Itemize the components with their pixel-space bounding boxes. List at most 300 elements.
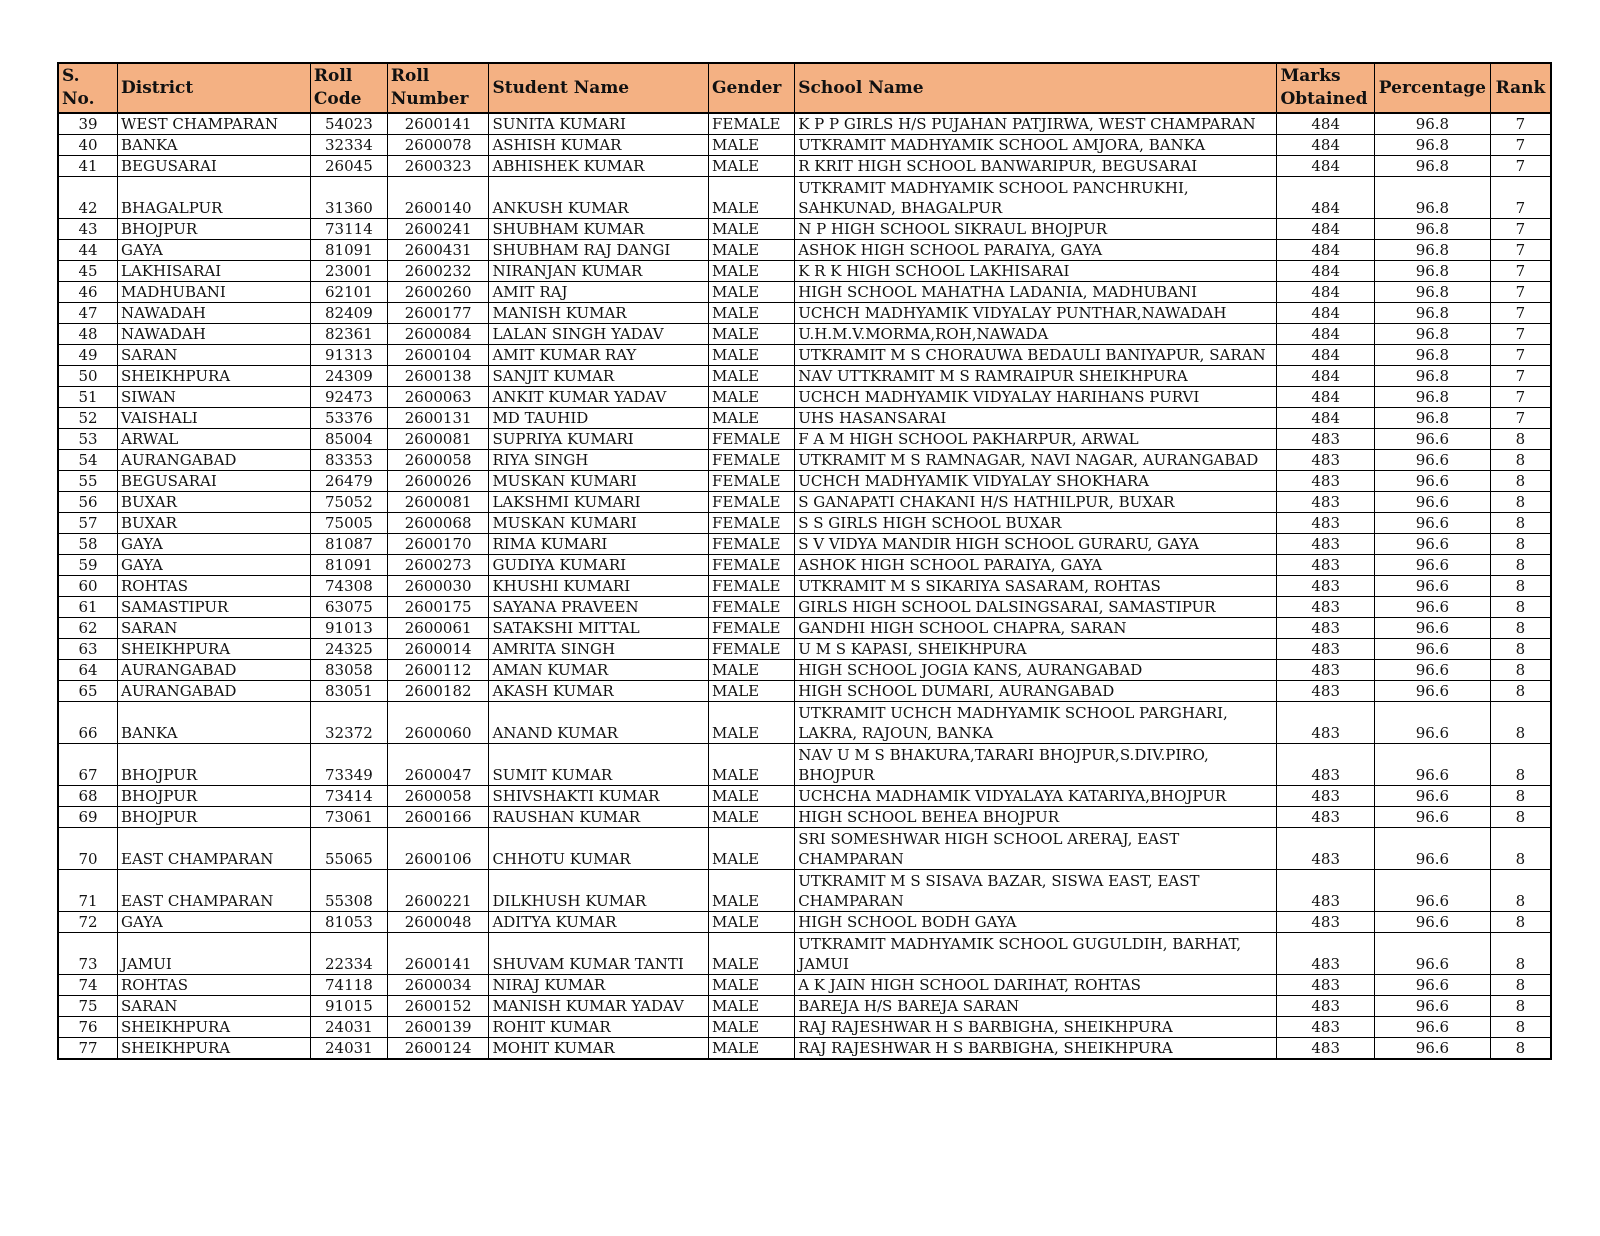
cell-percentage: 96.6 bbox=[1374, 870, 1490, 912]
cell-rank: 7 bbox=[1490, 156, 1551, 177]
cell-district: BHOJPUR bbox=[118, 786, 311, 807]
cell-school-name: BAREJA H/S BAREJA SARAN bbox=[795, 996, 1277, 1017]
cell-sno: 56 bbox=[58, 492, 118, 513]
cell-district: GAYA bbox=[118, 912, 311, 933]
cell-sno: 74 bbox=[58, 975, 118, 996]
header-percentage: Percentage bbox=[1374, 63, 1490, 113]
cell-school-name: R KRIT HIGH SCHOOL BANWARIPUR, BEGUSARAI bbox=[795, 156, 1277, 177]
cell-district: AURANGABAD bbox=[118, 660, 311, 681]
cell-rank: 7 bbox=[1490, 113, 1551, 135]
table-row bbox=[58, 555, 1551, 576]
cell-percentage: 96.8 bbox=[1374, 219, 1490, 240]
cell-roll-number: 2600221 bbox=[387, 870, 489, 912]
cell-roll-number: 2600431 bbox=[387, 240, 489, 261]
cell-district: SHEIKHPURA bbox=[118, 1017, 311, 1038]
cell-rank: 7 bbox=[1490, 366, 1551, 387]
cell-student-name: SANJIT KUMAR bbox=[489, 366, 709, 387]
cell-marks: 483 bbox=[1277, 429, 1374, 450]
cell-sno: 43 bbox=[58, 219, 118, 240]
cell-roll-number: 2600047 bbox=[387, 744, 489, 786]
cell-percentage: 96.6 bbox=[1374, 555, 1490, 576]
cell-student-name: MD TAUHID bbox=[489, 408, 709, 429]
cell-gender: MALE bbox=[709, 744, 795, 786]
cell-marks: 484 bbox=[1277, 135, 1374, 156]
cell-student-name: SAYANA PRAVEEN bbox=[489, 597, 709, 618]
cell-sno: 73 bbox=[58, 933, 118, 975]
table-row bbox=[58, 786, 1551, 807]
cell-percentage: 96.8 bbox=[1374, 156, 1490, 177]
table-row bbox=[58, 513, 1551, 534]
cell-percentage: 96.6 bbox=[1374, 996, 1490, 1017]
cell-roll-number: 2600175 bbox=[387, 597, 489, 618]
cell-district: ROHTAS bbox=[118, 975, 311, 996]
cell-rank: 8 bbox=[1490, 555, 1551, 576]
cell-student-name: SHUVAM KUMAR TANTI bbox=[489, 933, 709, 975]
cell-gender: MALE bbox=[709, 660, 795, 681]
table-row bbox=[58, 828, 1551, 870]
cell-sno: 69 bbox=[58, 807, 118, 828]
cell-student-name: AMIT RAJ bbox=[489, 282, 709, 303]
cell-district: SHEIKHPURA bbox=[118, 366, 311, 387]
cell-roll-number: 2600138 bbox=[387, 366, 489, 387]
cell-marks: 484 bbox=[1277, 345, 1374, 366]
cell-percentage: 96.8 bbox=[1374, 282, 1490, 303]
cell-marks: 483 bbox=[1277, 1038, 1374, 1060]
cell-rank: 8 bbox=[1490, 576, 1551, 597]
cell-roll-code: 24309 bbox=[310, 366, 387, 387]
cell-percentage: 96.8 bbox=[1374, 303, 1490, 324]
cell-roll-number: 2600260 bbox=[387, 282, 489, 303]
header-student-name: Student Name bbox=[489, 63, 709, 113]
cell-rank: 8 bbox=[1490, 639, 1551, 660]
cell-district: ROHTAS bbox=[118, 576, 311, 597]
cell-rank: 7 bbox=[1490, 303, 1551, 324]
table-row bbox=[58, 113, 1551, 135]
cell-gender: MALE bbox=[709, 786, 795, 807]
cell-rank: 8 bbox=[1490, 870, 1551, 912]
table-row bbox=[58, 324, 1551, 345]
table-row bbox=[58, 471, 1551, 492]
table-row bbox=[58, 408, 1551, 429]
cell-roll-code: 85004 bbox=[310, 429, 387, 450]
cell-school-name: UCHCH MADHYAMIK VIDYALAY SHOKHARA bbox=[795, 471, 1277, 492]
cell-roll-number: 2600177 bbox=[387, 303, 489, 324]
cell-marks: 483 bbox=[1277, 492, 1374, 513]
cell-student-name: GUDIYA KUMARI bbox=[489, 555, 709, 576]
cell-student-name: RIYA SINGH bbox=[489, 450, 709, 471]
cell-marks: 483 bbox=[1277, 597, 1374, 618]
cell-gender: MALE bbox=[709, 975, 795, 996]
cell-sno: 39 bbox=[58, 113, 118, 135]
cell-school-name: ASHOK HIGH SCHOOL PARAIYA, GAYA bbox=[795, 555, 1277, 576]
table-row bbox=[58, 639, 1551, 660]
cell-district: JAMUI bbox=[118, 933, 311, 975]
cell-roll-number: 2600061 bbox=[387, 618, 489, 639]
cell-roll-number: 2600081 bbox=[387, 429, 489, 450]
cell-gender: FEMALE bbox=[709, 597, 795, 618]
cell-roll-code: 91013 bbox=[310, 618, 387, 639]
cell-student-name: DILKHUSH KUMAR bbox=[489, 870, 709, 912]
cell-marks: 483 bbox=[1277, 639, 1374, 660]
cell-roll-code: 73414 bbox=[310, 786, 387, 807]
cell-school-name: GANDHI HIGH SCHOOL CHAPRA, SARAN bbox=[795, 618, 1277, 639]
table-row bbox=[58, 282, 1551, 303]
cell-percentage: 96.6 bbox=[1374, 618, 1490, 639]
table-row bbox=[58, 933, 1551, 975]
cell-district: GAYA bbox=[118, 534, 311, 555]
cell-roll-code: 62101 bbox=[310, 282, 387, 303]
cell-marks: 483 bbox=[1277, 807, 1374, 828]
cell-percentage: 96.8 bbox=[1374, 408, 1490, 429]
table-row bbox=[58, 534, 1551, 555]
cell-school-name: UTKRAMIT M S CHORAUWA BEDAULI BANIYAPUR, SARAN bbox=[795, 345, 1277, 366]
cell-marks: 483 bbox=[1277, 786, 1374, 807]
cell-gender: MALE bbox=[709, 303, 795, 324]
cell-gender: MALE bbox=[709, 345, 795, 366]
cell-student-name: NIRAJ KUMAR bbox=[489, 975, 709, 996]
table-row bbox=[58, 450, 1551, 471]
cell-school-name: U.H.M.V.MORMA,ROH,NAWADA bbox=[795, 324, 1277, 345]
cell-percentage: 96.6 bbox=[1374, 450, 1490, 471]
table-row bbox=[58, 996, 1551, 1017]
cell-gender: MALE bbox=[709, 996, 795, 1017]
cell-sno: 71 bbox=[58, 870, 118, 912]
cell-rank: 8 bbox=[1490, 912, 1551, 933]
cell-district: SARAN bbox=[118, 618, 311, 639]
cell-school-name: ASHOK HIGH SCHOOL PARAIYA, GAYA bbox=[795, 240, 1277, 261]
cell-rank: 8 bbox=[1490, 1038, 1551, 1060]
cell-roll-code: 31360 bbox=[310, 177, 387, 219]
cell-percentage: 96.8 bbox=[1374, 177, 1490, 219]
cell-student-name: MANISH KUMAR bbox=[489, 303, 709, 324]
cell-percentage: 96.6 bbox=[1374, 534, 1490, 555]
cell-roll-code: 74308 bbox=[310, 576, 387, 597]
cell-roll-code: 75052 bbox=[310, 492, 387, 513]
cell-gender: MALE bbox=[709, 366, 795, 387]
cell-gender: MALE bbox=[709, 261, 795, 282]
cell-percentage: 96.8 bbox=[1374, 135, 1490, 156]
cell-roll-code: 53376 bbox=[310, 408, 387, 429]
cell-school-name: HIGH SCHOOL BEHEA BHOJPUR bbox=[795, 807, 1277, 828]
cell-percentage: 96.6 bbox=[1374, 492, 1490, 513]
cell-school-name: UHS HASANSARAI bbox=[795, 408, 1277, 429]
cell-district: EAST CHAMPARAN bbox=[118, 870, 311, 912]
cell-marks: 484 bbox=[1277, 261, 1374, 282]
cell-marks: 484 bbox=[1277, 219, 1374, 240]
cell-school-name: UCHCH MADHYAMIK VIDYALAY HARIHANS PURVI bbox=[795, 387, 1277, 408]
cell-sno: 49 bbox=[58, 345, 118, 366]
cell-sno: 63 bbox=[58, 639, 118, 660]
cell-marks: 484 bbox=[1277, 408, 1374, 429]
cell-sno: 75 bbox=[58, 996, 118, 1017]
cell-gender: FEMALE bbox=[709, 618, 795, 639]
cell-percentage: 96.6 bbox=[1374, 639, 1490, 660]
cell-marks: 483 bbox=[1277, 1017, 1374, 1038]
cell-roll-code: 83058 bbox=[310, 660, 387, 681]
cell-roll-number: 2600241 bbox=[387, 219, 489, 240]
cell-sno: 45 bbox=[58, 261, 118, 282]
cell-roll-code: 91015 bbox=[310, 996, 387, 1017]
header-school-name: School Name bbox=[795, 63, 1277, 113]
cell-sno: 57 bbox=[58, 513, 118, 534]
cell-rank: 8 bbox=[1490, 744, 1551, 786]
cell-marks: 484 bbox=[1277, 177, 1374, 219]
cell-percentage: 96.6 bbox=[1374, 702, 1490, 744]
cell-sno: 42 bbox=[58, 177, 118, 219]
cell-gender: MALE bbox=[709, 135, 795, 156]
cell-roll-number: 2600140 bbox=[387, 177, 489, 219]
cell-marks: 483 bbox=[1277, 471, 1374, 492]
cell-sno: 61 bbox=[58, 597, 118, 618]
cell-roll-code: 73114 bbox=[310, 219, 387, 240]
cell-sno: 76 bbox=[58, 1017, 118, 1038]
cell-sno: 46 bbox=[58, 282, 118, 303]
header-rank: Rank bbox=[1490, 63, 1551, 113]
cell-sno: 47 bbox=[58, 303, 118, 324]
cell-rank: 7 bbox=[1490, 387, 1551, 408]
cell-rank: 8 bbox=[1490, 534, 1551, 555]
cell-marks: 483 bbox=[1277, 450, 1374, 471]
cell-student-name: RIMA KUMARI bbox=[489, 534, 709, 555]
header-marks-obtained: Marks Obtained bbox=[1277, 63, 1374, 113]
cell-student-name: SHUBHAM KUMAR bbox=[489, 219, 709, 240]
cell-marks: 483 bbox=[1277, 996, 1374, 1017]
cell-rank: 7 bbox=[1490, 240, 1551, 261]
table-row bbox=[58, 576, 1551, 597]
cell-marks: 484 bbox=[1277, 156, 1374, 177]
cell-percentage: 96.6 bbox=[1374, 786, 1490, 807]
header-district: District bbox=[118, 63, 311, 113]
cell-roll-number: 2600104 bbox=[387, 345, 489, 366]
cell-school-name: S S GIRLS HIGH SCHOOL BUXAR bbox=[795, 513, 1277, 534]
table-row bbox=[58, 261, 1551, 282]
cell-percentage: 96.8 bbox=[1374, 345, 1490, 366]
cell-district: ARWAL bbox=[118, 429, 311, 450]
cell-district: VAISHALI bbox=[118, 408, 311, 429]
cell-percentage: 96.6 bbox=[1374, 597, 1490, 618]
cell-gender: FEMALE bbox=[709, 492, 795, 513]
cell-gender: MALE bbox=[709, 1017, 795, 1038]
cell-rank: 8 bbox=[1490, 786, 1551, 807]
header-sno: S. No. bbox=[58, 63, 118, 113]
cell-sno: 40 bbox=[58, 135, 118, 156]
cell-school-name: N P HIGH SCHOOL SIKRAUL BHOJPUR bbox=[795, 219, 1277, 240]
cell-roll-code: 81091 bbox=[310, 555, 387, 576]
cell-sno: 60 bbox=[58, 576, 118, 597]
cell-roll-code: 74118 bbox=[310, 975, 387, 996]
table-row bbox=[58, 912, 1551, 933]
cell-student-name: ASHISH KUMAR bbox=[489, 135, 709, 156]
cell-district: BEGUSARAI bbox=[118, 471, 311, 492]
cell-roll-number: 2600058 bbox=[387, 786, 489, 807]
cell-student-name: ABHISHEK KUMAR bbox=[489, 156, 709, 177]
cell-roll-number: 2600081 bbox=[387, 492, 489, 513]
cell-district: EAST CHAMPARAN bbox=[118, 828, 311, 870]
cell-roll-number: 2600124 bbox=[387, 1038, 489, 1060]
cell-rank: 8 bbox=[1490, 975, 1551, 996]
cell-rank: 7 bbox=[1490, 177, 1551, 219]
cell-marks: 484 bbox=[1277, 240, 1374, 261]
table-row bbox=[58, 660, 1551, 681]
cell-roll-code: 83051 bbox=[310, 681, 387, 702]
cell-marks: 484 bbox=[1277, 387, 1374, 408]
cell-gender: MALE bbox=[709, 156, 795, 177]
cell-sno: 50 bbox=[58, 366, 118, 387]
cell-school-name: HIGH SCHOOL JOGIA KANS, AURANGABAD bbox=[795, 660, 1277, 681]
cell-district: SHEIKHPURA bbox=[118, 639, 311, 660]
cell-marks: 483 bbox=[1277, 555, 1374, 576]
cell-gender: MALE bbox=[709, 387, 795, 408]
cell-roll-code: 82409 bbox=[310, 303, 387, 324]
cell-rank: 8 bbox=[1490, 1017, 1551, 1038]
cell-percentage: 96.8 bbox=[1374, 261, 1490, 282]
cell-gender: MALE bbox=[709, 933, 795, 975]
cell-school-name: K R K HIGH SCHOOL LAKHISARAI bbox=[795, 261, 1277, 282]
cell-gender: FEMALE bbox=[709, 471, 795, 492]
cell-school-name: UTKRAMIT M S SIKARIYA SASARAM, ROHTAS bbox=[795, 576, 1277, 597]
cell-school-name: K P P GIRLS H/S PUJAHAN PATJIRWA, WEST CHAMPARAN bbox=[795, 113, 1277, 135]
cell-district: AURANGABAD bbox=[118, 681, 311, 702]
cell-student-name: LALAN SINGH YADAV bbox=[489, 324, 709, 345]
cell-rank: 7 bbox=[1490, 135, 1551, 156]
cell-district: SIWAN bbox=[118, 387, 311, 408]
table-row bbox=[58, 681, 1551, 702]
cell-student-name: AMAN KUMAR bbox=[489, 660, 709, 681]
cell-school-name: U M S KAPASI, SHEIKHPURA bbox=[795, 639, 1277, 660]
cell-district: BHOJPUR bbox=[118, 744, 311, 786]
cell-sno: 67 bbox=[58, 744, 118, 786]
cell-school-name: UCHCHA MADHAMIK VIDYALAYA KATARIYA,BHOJPUR bbox=[795, 786, 1277, 807]
table-row bbox=[58, 1038, 1551, 1060]
cell-district: LAKHISARAI bbox=[118, 261, 311, 282]
cell-sno: 66 bbox=[58, 702, 118, 744]
cell-rank: 8 bbox=[1490, 597, 1551, 618]
cell-student-name: SUPRIYA KUMARI bbox=[489, 429, 709, 450]
cell-rank: 8 bbox=[1490, 681, 1551, 702]
cell-sno: 48 bbox=[58, 324, 118, 345]
cell-roll-number: 2600014 bbox=[387, 639, 489, 660]
cell-sno: 68 bbox=[58, 786, 118, 807]
cell-roll-number: 2600141 bbox=[387, 113, 489, 135]
cell-roll-number: 2600034 bbox=[387, 975, 489, 996]
cell-roll-number: 2600273 bbox=[387, 555, 489, 576]
cell-district: BANKA bbox=[118, 702, 311, 744]
cell-gender: MALE bbox=[709, 324, 795, 345]
cell-district: BUXAR bbox=[118, 513, 311, 534]
cell-student-name: AMRITA SINGH bbox=[489, 639, 709, 660]
header-row bbox=[58, 63, 1551, 113]
table-row bbox=[58, 177, 1551, 219]
cell-marks: 483 bbox=[1277, 618, 1374, 639]
cell-district: GAYA bbox=[118, 555, 311, 576]
cell-rank: 7 bbox=[1490, 261, 1551, 282]
cell-roll-number: 2600060 bbox=[387, 702, 489, 744]
cell-percentage: 96.6 bbox=[1374, 513, 1490, 534]
table-body bbox=[58, 113, 1551, 1059]
cell-roll-number: 2600106 bbox=[387, 828, 489, 870]
cell-sno: 44 bbox=[58, 240, 118, 261]
cell-sno: 51 bbox=[58, 387, 118, 408]
cell-gender: MALE bbox=[709, 282, 795, 303]
cell-district: BANKA bbox=[118, 135, 311, 156]
cell-marks: 484 bbox=[1277, 113, 1374, 135]
cell-gender: FEMALE bbox=[709, 534, 795, 555]
cell-student-name: AMIT KUMAR RAY bbox=[489, 345, 709, 366]
cell-student-name: ADITYA KUMAR bbox=[489, 912, 709, 933]
cell-roll-number: 2600026 bbox=[387, 471, 489, 492]
cell-marks: 483 bbox=[1277, 912, 1374, 933]
results-table bbox=[57, 62, 1552, 1060]
cell-percentage: 96.6 bbox=[1374, 660, 1490, 681]
cell-district: SARAN bbox=[118, 345, 311, 366]
cell-roll-code: 24031 bbox=[310, 1038, 387, 1060]
cell-roll-code: 81087 bbox=[310, 534, 387, 555]
cell-marks: 483 bbox=[1277, 975, 1374, 996]
cell-percentage: 96.8 bbox=[1374, 324, 1490, 345]
cell-roll-code: 83353 bbox=[310, 450, 387, 471]
cell-marks: 484 bbox=[1277, 324, 1374, 345]
cell-percentage: 96.6 bbox=[1374, 807, 1490, 828]
cell-rank: 8 bbox=[1490, 492, 1551, 513]
cell-gender: MALE bbox=[709, 240, 795, 261]
cell-district: BHOJPUR bbox=[118, 219, 311, 240]
cell-sno: 70 bbox=[58, 828, 118, 870]
cell-percentage: 96.8 bbox=[1374, 113, 1490, 135]
cell-roll-code: 81091 bbox=[310, 240, 387, 261]
cell-school-name: HIGH SCHOOL DUMARI, AURANGABAD bbox=[795, 681, 1277, 702]
cell-sno: 55 bbox=[58, 471, 118, 492]
cell-student-name: RAUSHAN KUMAR bbox=[489, 807, 709, 828]
cell-school-name: S GANAPATI CHAKANI H/S HATHILPUR, BUXAR bbox=[795, 492, 1277, 513]
table-header bbox=[58, 63, 1551, 113]
cell-school-name: NAV UTTKRAMIT M S RAMRAIPUR SHEIKHPURA bbox=[795, 366, 1277, 387]
cell-gender: FEMALE bbox=[709, 450, 795, 471]
cell-percentage: 96.6 bbox=[1374, 681, 1490, 702]
cell-marks: 483 bbox=[1277, 513, 1374, 534]
cell-percentage: 96.6 bbox=[1374, 744, 1490, 786]
cell-school-name: UTKRAMIT M S SISAVA BAZAR, SISWA EAST, EAST CHAMPARAN bbox=[795, 870, 1277, 912]
cell-marks: 484 bbox=[1277, 282, 1374, 303]
cell-student-name: MUSKAN KUMARI bbox=[489, 471, 709, 492]
cell-sno: 62 bbox=[58, 618, 118, 639]
cell-student-name: MOHIT KUMAR bbox=[489, 1038, 709, 1060]
cell-roll-code: 24031 bbox=[310, 1017, 387, 1038]
cell-roll-number: 2600170 bbox=[387, 534, 489, 555]
cell-district: MADHUBANI bbox=[118, 282, 311, 303]
cell-school-name: RAJ RAJESHWAR H S BARBIGHA, SHEIKHPURA bbox=[795, 1038, 1277, 1060]
cell-school-name: HIGH SCHOOL BODH GAYA bbox=[795, 912, 1277, 933]
cell-school-name: F A M HIGH SCHOOL PAKHARPUR, ARWAL bbox=[795, 429, 1277, 450]
cell-percentage: 96.6 bbox=[1374, 429, 1490, 450]
cell-student-name: MUSKAN KUMARI bbox=[489, 513, 709, 534]
cell-percentage: 96.6 bbox=[1374, 912, 1490, 933]
cell-student-name: SHUBHAM RAJ DANGI bbox=[489, 240, 709, 261]
cell-gender: FEMALE bbox=[709, 113, 795, 135]
cell-roll-number: 2600058 bbox=[387, 450, 489, 471]
cell-rank: 8 bbox=[1490, 828, 1551, 870]
table-row bbox=[58, 366, 1551, 387]
cell-percentage: 96.8 bbox=[1374, 366, 1490, 387]
cell-sno: 52 bbox=[58, 408, 118, 429]
cell-district: WEST CHAMPARAN bbox=[118, 113, 311, 135]
cell-roll-code: 75005 bbox=[310, 513, 387, 534]
cell-student-name: SUMIT KUMAR bbox=[489, 744, 709, 786]
cell-student-name: NIRANJAN KUMAR bbox=[489, 261, 709, 282]
cell-marks: 483 bbox=[1277, 576, 1374, 597]
cell-gender: MALE bbox=[709, 702, 795, 744]
table-row bbox=[58, 135, 1551, 156]
cell-sno: 58 bbox=[58, 534, 118, 555]
